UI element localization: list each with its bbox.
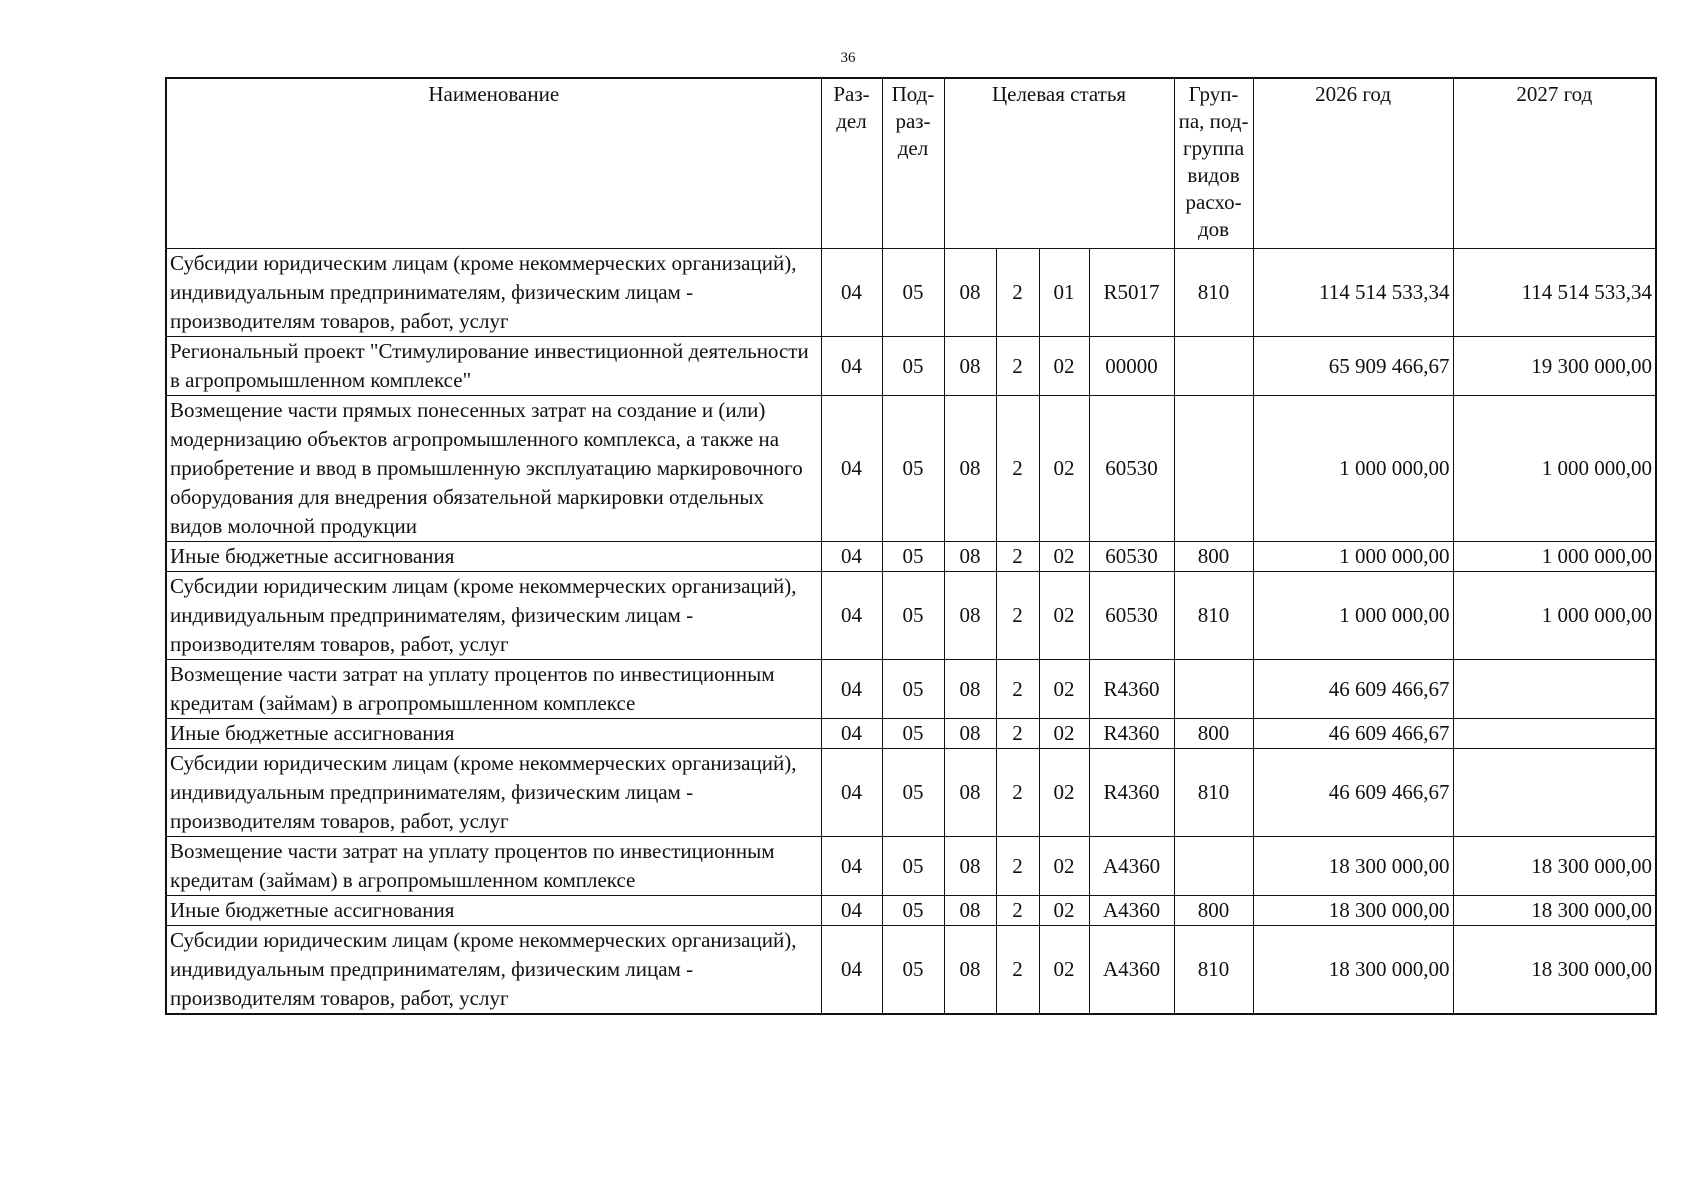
- row-target-type: 2: [996, 337, 1039, 396]
- header-subsection: Под-раз-дел: [882, 78, 944, 249]
- row-amount-2026: 18 300 000,00: [1253, 896, 1453, 926]
- row-target-program: 08: [944, 542, 996, 572]
- row-target-type: 2: [996, 926, 1039, 1015]
- row-amount-2026: 46 609 466,67: [1253, 660, 1453, 719]
- row-section: 04: [821, 837, 882, 896]
- row-amount-2026: 1 000 000,00: [1253, 542, 1453, 572]
- row-target-program: 08: [944, 249, 996, 337]
- row-amount-2027: 18 300 000,00: [1453, 837, 1656, 896]
- row-target-direction: A4360: [1089, 837, 1174, 896]
- row-name: Иные бюджетные ассигнования: [166, 896, 821, 926]
- row-amount-2027: [1453, 749, 1656, 837]
- row-expense-group: 810: [1174, 749, 1253, 837]
- table-row: [166, 896, 1656, 926]
- row-target-project: 02: [1039, 926, 1089, 1015]
- row-section: 04: [821, 542, 882, 572]
- row-amount-2027: 19 300 000,00: [1453, 337, 1656, 396]
- row-target-program: 08: [944, 337, 996, 396]
- row-subsection: 05: [882, 660, 944, 719]
- row-target-type: 2: [996, 660, 1039, 719]
- row-amount-2026: 46 609 466,67: [1253, 719, 1453, 749]
- row-expense-group: 800: [1174, 542, 1253, 572]
- row-target-type: 2: [996, 542, 1039, 572]
- budget-table: [165, 77, 1657, 1015]
- row-subsection: 05: [882, 749, 944, 837]
- row-amount-2026: 65 909 466,67: [1253, 337, 1453, 396]
- header-2026: 2026 год: [1253, 78, 1453, 249]
- row-section: 04: [821, 337, 882, 396]
- row-amount-2027: [1453, 719, 1656, 749]
- row-subsection: 05: [882, 837, 944, 896]
- table-row: [166, 719, 1656, 749]
- row-amount-2026: 1 000 000,00: [1253, 396, 1453, 542]
- row-target-type: 2: [996, 896, 1039, 926]
- row-target-direction: R4360: [1089, 749, 1174, 837]
- row-amount-2026: 1 000 000,00: [1253, 572, 1453, 660]
- row-target-type: 2: [996, 572, 1039, 660]
- row-expense-group: [1174, 837, 1253, 896]
- row-target-project: 01: [1039, 249, 1089, 337]
- row-name: Возмещение части прямых понесенных затрат на создание и (или) модернизацию объектов агропромышленного комплекса, а также на приобретение и ввод в промышленную эксплуатацию маркировочного оборудования для внедрения обязательной маркировки отдельных видов молочной продукции: [166, 396, 821, 542]
- row-target-program: 08: [944, 896, 996, 926]
- row-target-program: 08: [944, 837, 996, 896]
- row-target-program: 08: [944, 926, 996, 1015]
- row-amount-2027: 1 000 000,00: [1453, 396, 1656, 542]
- row-amount-2027: 18 300 000,00: [1453, 896, 1656, 926]
- table-row: [166, 249, 1656, 337]
- row-expense-group: 800: [1174, 719, 1253, 749]
- row-section: 04: [821, 749, 882, 837]
- row-target-type: 2: [996, 837, 1039, 896]
- header-group: Груп-па, под-группа видов расхо-дов: [1174, 78, 1253, 249]
- row-target-project: 02: [1039, 572, 1089, 660]
- row-target-type: 2: [996, 719, 1039, 749]
- row-target-project: 02: [1039, 719, 1089, 749]
- row-target-project: 02: [1039, 396, 1089, 542]
- row-subsection: 05: [882, 396, 944, 542]
- row-name: Региональный проект "Стимулирование инвестиционной деятельности в агропромышленном комплексе": [166, 337, 821, 396]
- row-target-project: 02: [1039, 337, 1089, 396]
- row-subsection: 05: [882, 542, 944, 572]
- row-target-direction: 60530: [1089, 396, 1174, 542]
- header-section: Раз-дел: [821, 78, 882, 249]
- table-row: [166, 837, 1656, 896]
- row-target-program: 08: [944, 572, 996, 660]
- row-target-program: 08: [944, 719, 996, 749]
- row-expense-group: [1174, 396, 1253, 542]
- table-row: [166, 749, 1656, 837]
- table-row: [166, 337, 1656, 396]
- row-section: 04: [821, 719, 882, 749]
- row-target-direction: A4360: [1089, 896, 1174, 926]
- row-section: 04: [821, 249, 882, 337]
- row-target-project: 02: [1039, 837, 1089, 896]
- row-target-direction: A4360: [1089, 926, 1174, 1015]
- row-target-direction: R4360: [1089, 719, 1174, 749]
- row-expense-group: 810: [1174, 926, 1253, 1015]
- row-expense-group: 810: [1174, 249, 1253, 337]
- row-name: Субсидии юридическим лицам (кроме некоммерческих организаций), индивидуальным предпринимателям, физическим лицам - производителям товаров, работ, услуг: [166, 572, 821, 660]
- row-target-direction: 00000: [1089, 337, 1174, 396]
- table-row: [166, 660, 1656, 719]
- row-subsection: 05: [882, 337, 944, 396]
- row-name: Возмещение части затрат на уплату процентов по инвестиционным кредитам (займам) в агропромышленном комплексе: [166, 837, 821, 896]
- row-target-project: 02: [1039, 542, 1089, 572]
- row-name: Субсидии юридическим лицам (кроме некоммерческих организаций), индивидуальным предпринимателям, физическим лицам - производителям товаров, работ, услуг: [166, 749, 821, 837]
- row-subsection: 05: [882, 719, 944, 749]
- row-target-program: 08: [944, 660, 996, 719]
- row-amount-2026: 114 514 533,34: [1253, 249, 1453, 337]
- row-amount-2026: 46 609 466,67: [1253, 749, 1453, 837]
- row-target-direction: 60530: [1089, 542, 1174, 572]
- table-row: [166, 926, 1656, 1015]
- row-subsection: 05: [882, 896, 944, 926]
- row-amount-2027: [1453, 660, 1656, 719]
- row-target-project: 02: [1039, 660, 1089, 719]
- table-row: [166, 572, 1656, 660]
- row-section: 04: [821, 926, 882, 1015]
- row-target-type: 2: [996, 396, 1039, 542]
- row-target-direction: 60530: [1089, 572, 1174, 660]
- header-2027: 2027 год: [1453, 78, 1656, 249]
- row-expense-group: 800: [1174, 896, 1253, 926]
- row-target-program: 08: [944, 749, 996, 837]
- row-amount-2026: 18 300 000,00: [1253, 926, 1453, 1015]
- row-target-project: 02: [1039, 749, 1089, 837]
- row-amount-2027: 1 000 000,00: [1453, 572, 1656, 660]
- page-number: 36: [840, 50, 856, 66]
- row-amount-2027: 18 300 000,00: [1453, 926, 1656, 1015]
- row-name: Иные бюджетные ассигнования: [166, 542, 821, 572]
- row-section: 04: [821, 396, 882, 542]
- row-target-project: 02: [1039, 896, 1089, 926]
- row-target-direction: R4360: [1089, 660, 1174, 719]
- row-amount-2027: 1 000 000,00: [1453, 542, 1656, 572]
- row-subsection: 05: [882, 249, 944, 337]
- row-name: Субсидии юридическим лицам (кроме некоммерческих организаций), индивидуальным предпринимателям, физическим лицам - производителям товаров, работ, услуг: [166, 249, 821, 337]
- row-name: Возмещение части затрат на уплату процентов по инвестиционным кредитам (займам) в агропромышленном комплексе: [166, 660, 821, 719]
- row-section: 04: [821, 896, 882, 926]
- row-target-direction: R5017: [1089, 249, 1174, 337]
- row-subsection: 05: [882, 926, 944, 1015]
- row-name: Субсидии юридическим лицам (кроме некоммерческих организаций), индивидуальным предпринимателям, физическим лицам - производителям товаров, работ, услуг: [166, 926, 821, 1015]
- row-amount-2026: 18 300 000,00: [1253, 837, 1453, 896]
- row-target-type: 2: [996, 749, 1039, 837]
- table-row: [166, 396, 1656, 542]
- row-expense-group: [1174, 660, 1253, 719]
- row-expense-group: [1174, 337, 1253, 396]
- table-header-row: [166, 78, 1656, 249]
- header-name: Наименование: [166, 78, 821, 249]
- row-subsection: 05: [882, 572, 944, 660]
- row-amount-2027: 114 514 533,34: [1453, 249, 1656, 337]
- row-name: Иные бюджетные ассигнования: [166, 719, 821, 749]
- row-section: 04: [821, 572, 882, 660]
- row-target-type: 2: [996, 249, 1039, 337]
- row-section: 04: [821, 660, 882, 719]
- table-row: [166, 542, 1656, 572]
- row-target-program: 08: [944, 396, 996, 542]
- row-expense-group: 810: [1174, 572, 1253, 660]
- header-target: Целевая статья: [944, 78, 1174, 249]
